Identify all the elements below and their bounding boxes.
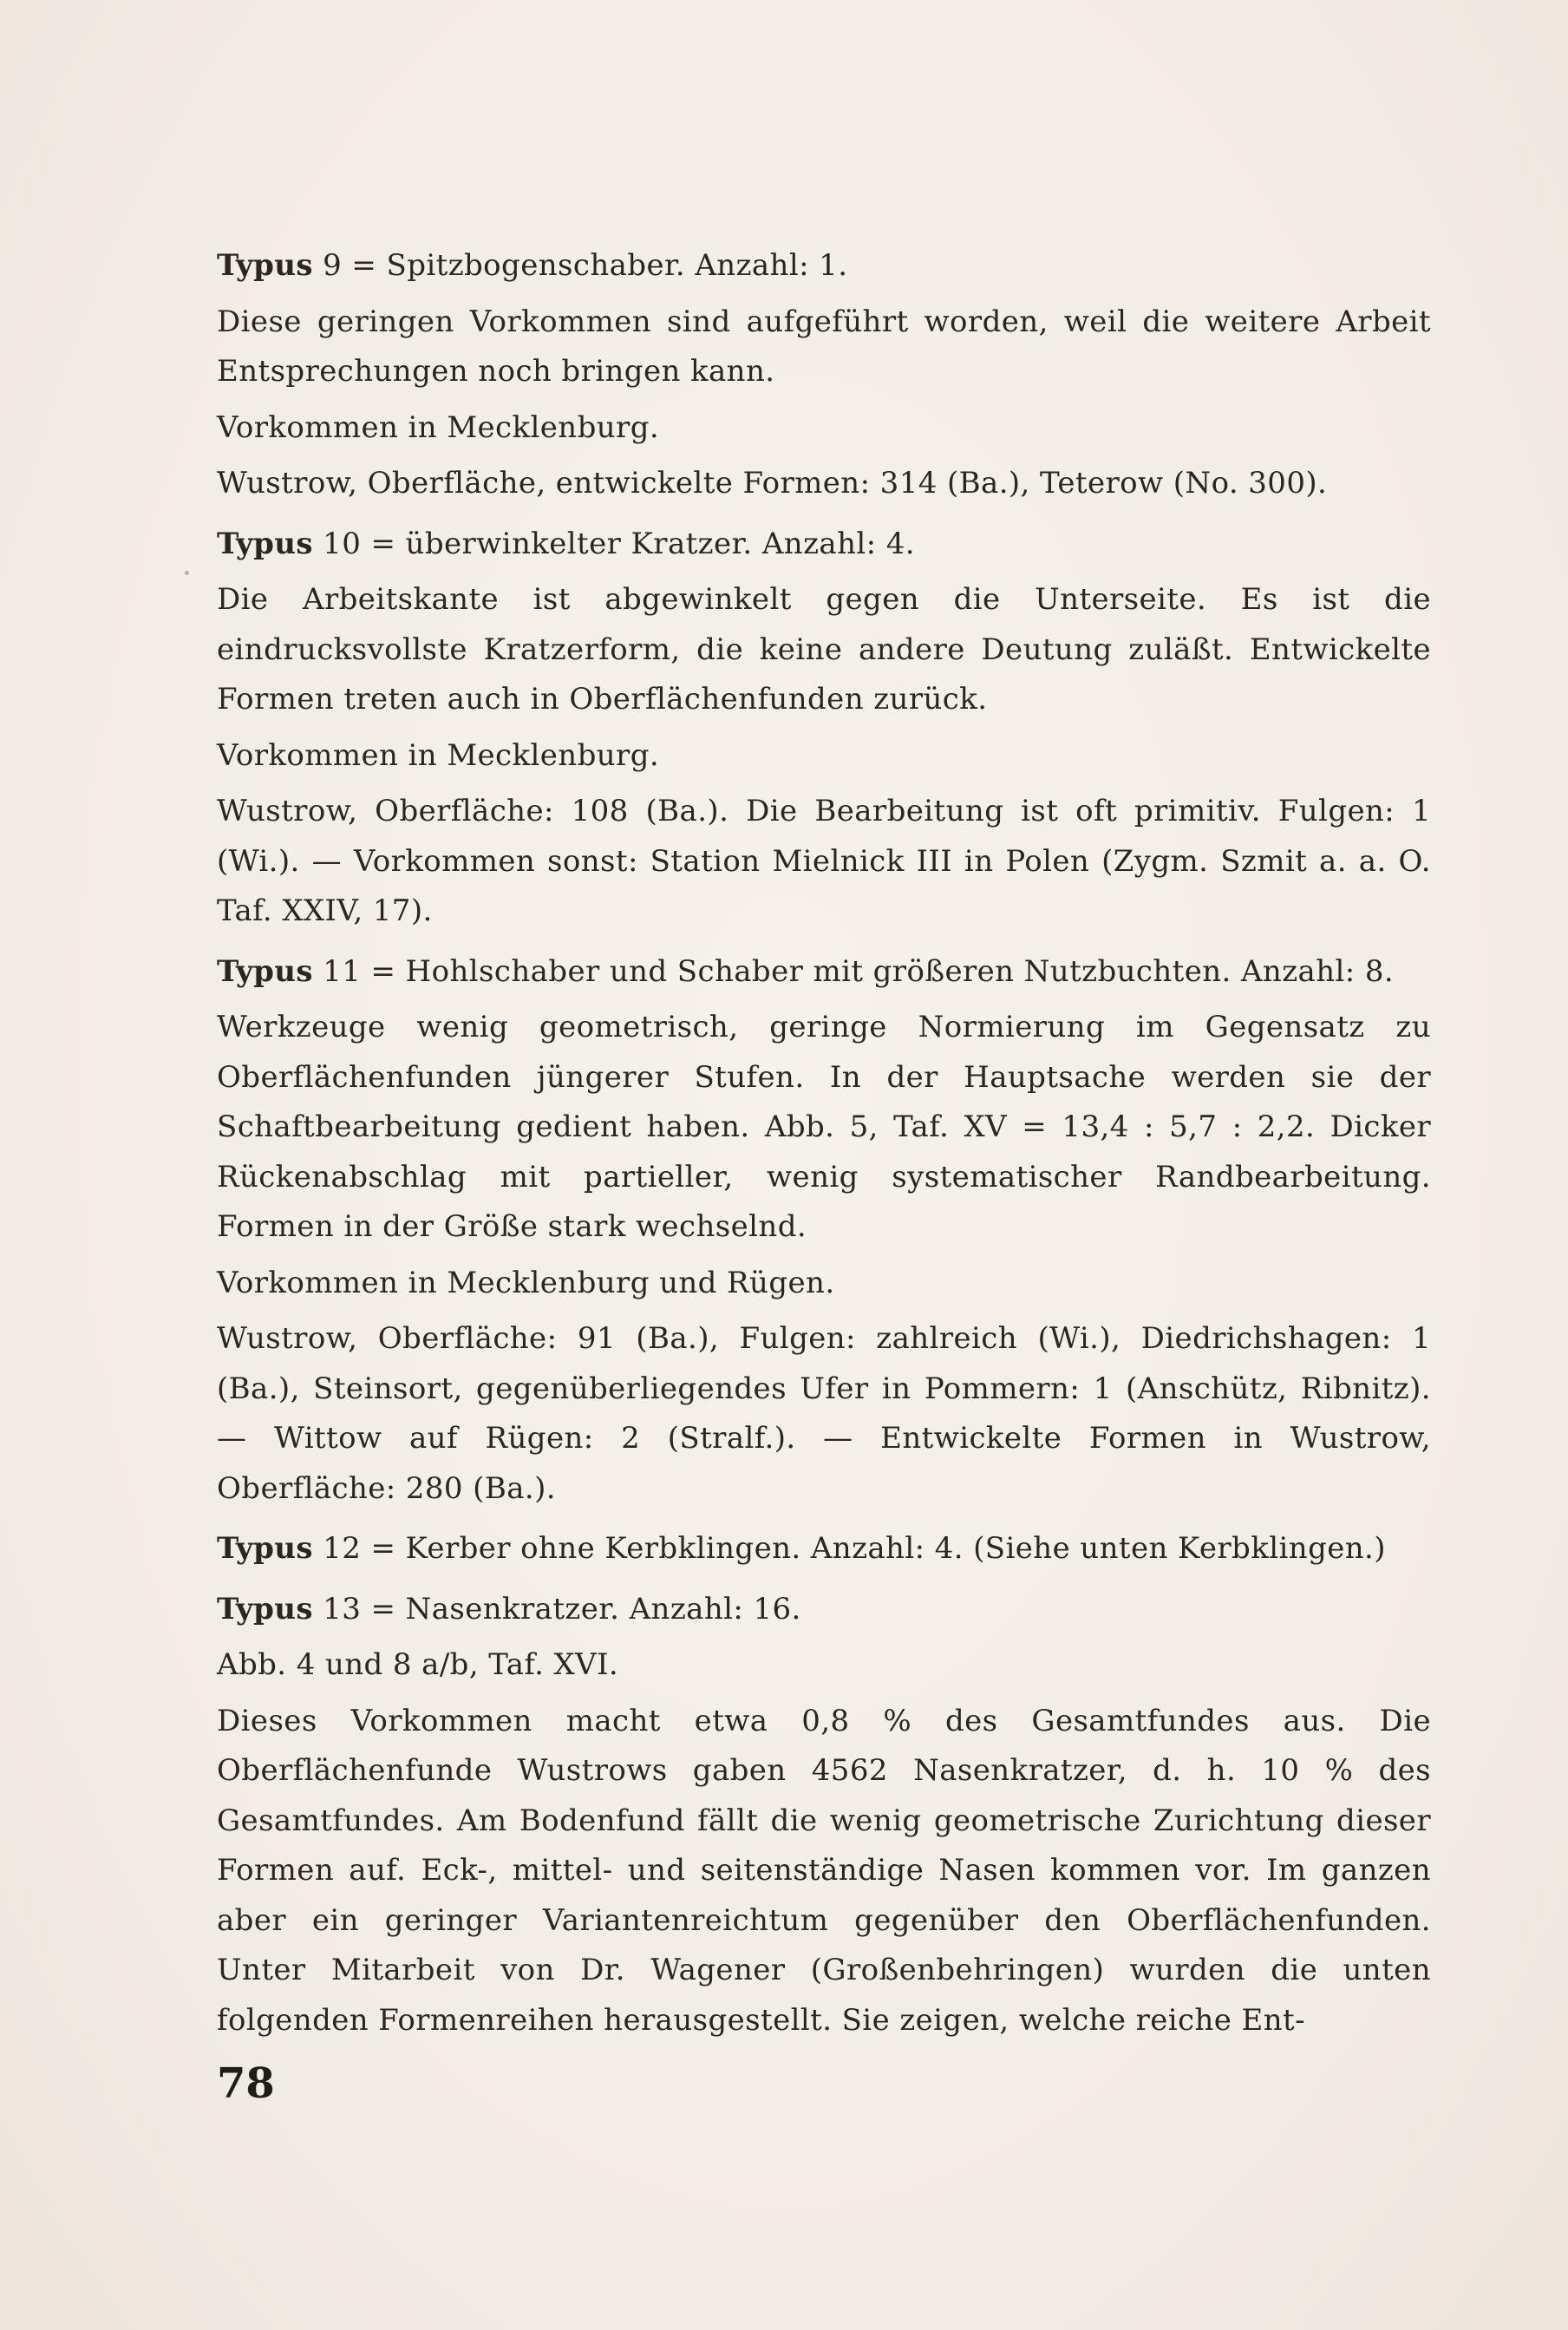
paragraph-typus-12: Typus 12 = Kerber ohne Kerbklingen. Anzahl: 4. (Siehe unten Kerbklingen.) bbox=[217, 1531, 1386, 1566]
typus-label: Typus bbox=[217, 1531, 313, 1566]
paragraph: Vorkommen in Mecklenburg und Rügen. bbox=[217, 1265, 835, 1300]
paragraph: Wustrow, Oberfläche, entwickelte Formen: 314 (Ba.), Teterow (No. 300). bbox=[217, 466, 1328, 501]
paragraph-typus-9: Typus 9 = Spitzbogenschaber. Anzahl: 1. bbox=[217, 248, 848, 283]
paragraph-typus-13: Typus 13 = Nasenkratzer. Anzahl: 16. bbox=[217, 1591, 801, 1626]
paragraph: Die Arbeitskante ist abgewinkelt gegen die Unterseite. Es ist die eindrucksvollste Kratzerform, die keine andere Deutung zuläßt. Entwickelte Formen treten auch in Oberflächenfunden zurück. bbox=[217, 582, 1431, 717]
paragraph-typus-11: Typus 11 = Hohlschaber und Schaber mit größeren Nutzbuchten. Anzahl: 8. bbox=[217, 953, 1395, 989]
typus-label: Typus bbox=[217, 248, 313, 283]
paragraph-typus-10: Typus 10 = überwinkelter Kratzer. Anzahl: 4. bbox=[217, 526, 915, 561]
typus-label: Typus bbox=[217, 953, 313, 989]
paragraph: Abb. 4 und 8 a/b, Taf. XVI. bbox=[217, 1647, 619, 1682]
paper-speck bbox=[185, 571, 189, 575]
page-number: 78 bbox=[217, 2059, 275, 2108]
paragraph: Wustrow, Oberfläche: 91 (Ba.), Fulgen: zahlreich (Wi.), Diedrichshagen: 1 (Ba.), Steinsort, gegenüberliegendes Ufer in Pommern: 1 (Anschütz, Ribnitz). — Wittow auf Rügen: 2 (Stralf.). — Entwickelte Formen in Wustrow, Oberfläche: 280 (Ba.). bbox=[217, 1321, 1431, 1506]
typus-label: Typus bbox=[217, 526, 313, 561]
paragraph: Vorkommen in Mecklenburg. bbox=[217, 409, 660, 445]
paragraph: Wustrow, Oberfläche: 108 (Ba.). Die Bearbeitung ist oft primitiv. Fulgen: 1 (Wi.). — Vorkommen sonst: Station Mielnick III in Polen (Zygm. Szmit a. a. O. Taf. XXIV, 17). bbox=[217, 794, 1431, 928]
paragraph: Diese geringen Vorkommen sind aufgeführt worden, weil die weitere Arbeit Entsprechungen noch bringen kann. bbox=[217, 304, 1431, 389]
paragraph: Vorkommen in Mecklenburg. bbox=[217, 737, 660, 773]
body-text bbox=[217, 241, 1431, 2052]
paragraph: Werkzeuge wenig geometrisch, geringe Normierung im Gegensatz zu Oberflächenfunden jüngerer Stufen. In der Hauptsache werden sie der Schaftbearbeitung gedient haben. Abb. 5, Taf. XV = 13,4 : 5,7 : 2,2. Dicker Rückenabschlag mit partieller, wenig systematischer Randbearbeitung. Formen in der Größe stark wechselnd. bbox=[217, 1010, 1431, 1244]
typus-label: Typus bbox=[217, 1591, 313, 1626]
paragraph: Dieses Vorkommen macht etwa 0,8 % des Gesamtfundes aus. Die Oberflächenfunde Wustrows gaben 4562 Nasenkratzer, d. h. 10 % des Gesamtfundes. Am Bodenfund fällt die wenig geometrische Zurichtung dieser Formen auf. Eck-, mittel- und seitenständige Nasen kommen vor. Im ganzen aber ein geringer Variantenreichtum gegenüber den Oberflächenfunden. Unter Mitarbeit von Dr. Wagener (Großenbehringen) wurden die unten folgenden Formenreihen herausgestellt. Sie zeigen, welche reiche Ent- bbox=[217, 1703, 1431, 2038]
